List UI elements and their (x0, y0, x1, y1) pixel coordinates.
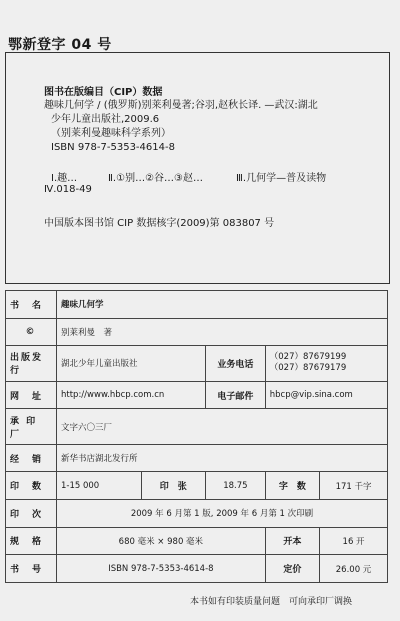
print-count-value: 1-15 000 (57, 472, 142, 500)
table-row (6, 409, 388, 445)
table-row (6, 346, 388, 382)
table-row (6, 500, 388, 528)
table-row (6, 527, 388, 555)
format-label: 开本 (265, 527, 319, 555)
phone-values (265, 346, 387, 382)
isbn-value: ISBN 978-7-5353-4614-8 (57, 555, 266, 583)
table-row (6, 291, 388, 319)
phone-label: 业务电话 (206, 346, 266, 382)
cip-line-1: 趣味几何学 / (俄罗斯)别莱利曼著;谷羽,赵秋长译. —武汉:湖北 (44, 100, 318, 111)
table-row (6, 555, 388, 583)
phone-1: （027）87679199 (269, 352, 347, 363)
cip-data-box (5, 52, 390, 284)
table-row (6, 472, 388, 500)
cip-line-2: 少年儿童出版社,2009.6 (51, 114, 160, 125)
phone-2: （027）87679179 (269, 363, 347, 374)
sheets-label: 印 张 (141, 472, 206, 500)
cip-record: 中国版本图书馆 CIP 数据核字(2009)第 083807 号 (44, 218, 275, 229)
cip-isbn: ISBN 978-7-5353-4614-8 (51, 142, 175, 153)
website-label: 网 址 (6, 381, 57, 409)
title-label: 书 名 (6, 291, 57, 319)
words-label: 字 数 (265, 472, 319, 500)
words-value: 171 千字 (320, 472, 388, 500)
publisher-value: 湖北少年儿童出版社 (57, 346, 206, 382)
price-label: 定价 (265, 555, 319, 583)
publication-license: 鄂新登字 04 号 (8, 37, 112, 53)
table-row (6, 444, 388, 472)
website-value: http://www.hbcp.com.cn (57, 381, 206, 409)
publication-info-table (5, 290, 388, 583)
cip-class-4: Ⅳ.018-49 (44, 184, 92, 195)
cip-heading: 图书在版编目（CIP）数据 (44, 87, 163, 98)
table-row (6, 318, 388, 346)
print-count-label: 印 数 (6, 472, 57, 500)
isbn-label: 书 号 (6, 555, 57, 583)
edition-label: 印 次 (6, 500, 57, 528)
printer-label: 承 印 厂 (6, 409, 57, 445)
cip-class-1: Ⅰ.趣… (51, 173, 78, 184)
copyright-value: 别莱利曼 著 (57, 318, 388, 346)
email-label: 电子邮件 (206, 381, 266, 409)
printer-value: 文字六〇三厂 (57, 409, 388, 445)
distributor-label: 经 销 (6, 444, 57, 472)
cip-class-2: Ⅱ.①别…②谷…③赵… (108, 173, 203, 184)
quality-notice: 本书如有印装质量问题 可向承印厂调换 (189, 597, 352, 607)
table-row (6, 381, 388, 409)
distributor-value: 新华书店湖北发行所 (57, 444, 388, 472)
copyright-label: © (6, 318, 57, 346)
price-value: 26.00 元 (320, 555, 388, 583)
title-value: 趣味几何学 (57, 291, 388, 319)
cip-class-3: Ⅲ.几何学—普及读物 (236, 173, 327, 184)
email-value: hbcp@vip.sina.com (265, 381, 387, 409)
format-value: 16 开 (320, 527, 388, 555)
publisher-label: 出版发行 (6, 346, 57, 382)
edition-value: 2009 年 6 月第 1 版, 2009 年 6 月第 1 次印刷 (57, 500, 388, 528)
sheets-value: 18.75 (206, 472, 266, 500)
cip-line-3: （别莱利曼趣味科学系列） (51, 128, 171, 139)
spec-label: 规 格 (6, 527, 57, 555)
spec-value: 680 毫米 × 980 毫米 (57, 527, 266, 555)
